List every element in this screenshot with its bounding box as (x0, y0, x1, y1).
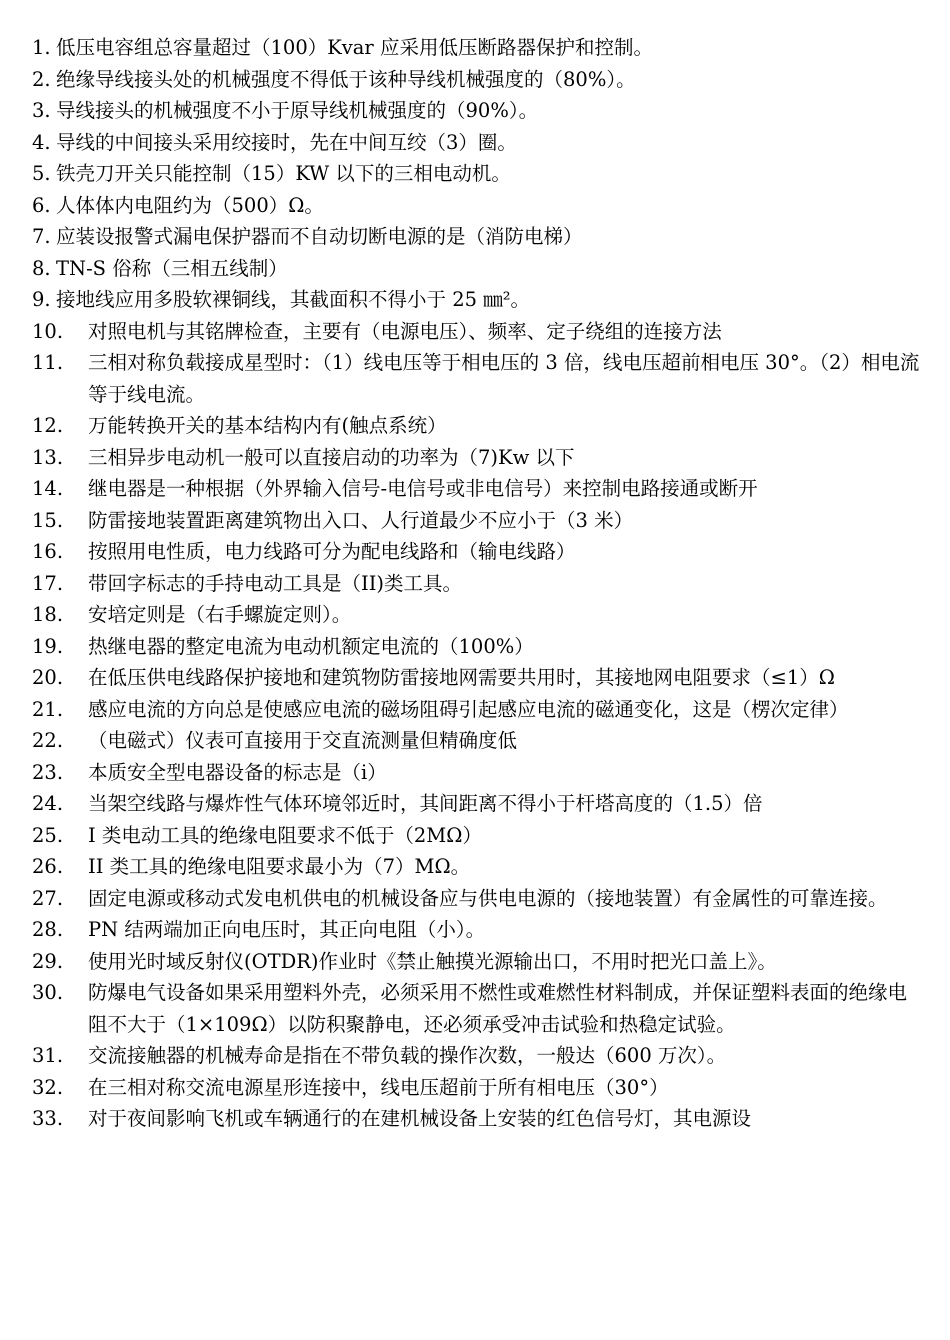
item-text: 按照用电性质，电力线路可分为配电线路和（输电线路） (88, 540, 576, 563)
item-number: 25. (32, 823, 64, 847)
item-text: 安培定则是（右手螺旋定则）。 (88, 603, 352, 626)
list-item (32, 316, 926, 348)
list-item (32, 631, 926, 663)
list-item (32, 725, 926, 757)
list-item (32, 599, 926, 631)
item-number: 16. (32, 540, 64, 563)
list-item (32, 851, 926, 883)
item-text: 三相对称负载接成星型时：（1）线电压等于相电压的 3 倍，线电压超前相电压 30°。（2）相电流等于线电流。 (88, 351, 920, 406)
item-number: 21. (32, 697, 64, 721)
item-number: 24. (32, 792, 64, 815)
item-number: 1. (32, 36, 51, 59)
item-text: TN-S 俗称（三相五线制） (56, 256, 288, 280)
item-text: 铁壳刀开关只能控制（15）KW 以下的三相电动机。 (56, 162, 511, 185)
item-text: 防爆电气设备如果采用塑料外壳，必须采用不燃性或难燃性材料制成，并保证塑料表面的绝缘电阻不大于（1×109Ω）以防积聚静电，还必须承受冲击试验和热稳定试验。 (88, 981, 908, 1036)
item-number: 33. (32, 1107, 64, 1130)
list-item (32, 568, 926, 600)
item-text: 万能转换开关的基本结构内有(触点系统） (88, 414, 447, 437)
item-text: 绝缘导线接头处的机械强度不得低于该种导线机械强度的（80%）。 (56, 67, 636, 91)
item-number: 11. (32, 351, 64, 374)
item-number: 2. (32, 67, 51, 91)
item-text: 三相异步电动机一般可以直接启动的功率为（7)Kw 以下 (88, 445, 575, 469)
item-number: 14. (32, 477, 64, 500)
list-item (32, 662, 926, 694)
item-text: 在三相对称交流电源星形连接中，线电压超前于所有相电压（30°） (88, 1075, 669, 1099)
item-number: 7. (32, 225, 51, 248)
list-item (32, 757, 926, 789)
item-number: 19. (32, 634, 64, 658)
item-number: 4. (32, 130, 51, 154)
item-text: 接地线应用多股软裸铜线，其截面积不得小于 25 ㎜²。 (56, 288, 531, 311)
list-item (32, 284, 926, 316)
list-item (32, 694, 926, 726)
item-text: 感应电流的方向总是使感应电流的磁场阻碍引起感应电流的磁通变化，这是（楞次定律） (88, 697, 849, 721)
item-text: （电磁式）仪表可直接用于交直流测量但精确度低 (88, 729, 518, 752)
list-item (32, 1103, 926, 1135)
item-number: 9. (32, 288, 51, 311)
list-item (32, 1072, 926, 1104)
list-item (32, 347, 926, 410)
item-number: 31. (32, 1044, 64, 1067)
list-item (32, 505, 926, 537)
item-number: 26. (32, 855, 64, 878)
item-text: 使用光时域反射仪(OTDR)作业时《禁止触摸光源输出口，不用时把光口盖上》。 (88, 949, 777, 973)
item-text: 人体体内电阻约为（500）Ω。 (56, 193, 324, 217)
list-item (32, 410, 926, 442)
item-number: 17. (32, 571, 64, 595)
list-item (32, 64, 926, 96)
item-number: 3. (32, 99, 51, 122)
list-item (32, 473, 926, 505)
list-item (32, 536, 926, 568)
item-text: 交流接触器的机械寿命是指在不带负载的操作次数，一般达（600 万次）。 (88, 1044, 727, 1067)
list-item (32, 1040, 926, 1072)
list-item (32, 883, 926, 915)
item-number: 32. (32, 1075, 64, 1099)
item-number: 23. (32, 760, 64, 784)
item-number: 8. (32, 256, 51, 280)
item-text: 对于夜间影响飞机或车辆通行的在建机械设备上安装的红色信号灯，其电源设 (88, 1107, 752, 1130)
item-text: PN 结两端加正向电压时，其正向电阻（小）。 (88, 918, 486, 941)
item-number: 6. (32, 193, 51, 217)
item-text: II 类工具的绝缘电阻要求最小为（7）MΩ。 (88, 855, 471, 878)
item-text: 带回字标志的手持电动工具是（II)类工具。 (88, 571, 463, 595)
item-text: 固定电源或移动式发电机供电的机械设备应与供电电源的（接地装置）有金属性的可靠连接。 (88, 886, 888, 910)
item-text: 导线的中间接头采用绞接时，先在中间互绞（3）圈。 (56, 130, 517, 154)
list-item (32, 820, 926, 852)
item-number: 30. (32, 981, 64, 1004)
list-item (32, 221, 926, 253)
item-text: 应装设报警式漏电保护器而不自动切断电源的是（消防电梯） (56, 225, 583, 248)
list-item (32, 946, 926, 978)
item-number: 28. (32, 918, 64, 941)
list-item (32, 190, 926, 222)
item-number: 10. (32, 319, 64, 343)
list-item (32, 127, 926, 159)
item-number: 13. (32, 445, 64, 469)
list-item (32, 788, 926, 820)
item-text: 继电器是一种根据（外界输入信号-电信号或非电信号）来控制电路接通或断开 (88, 477, 758, 500)
item-text: 导线接头的机械强度不小于原导线机械强度的（90%）。 (56, 99, 539, 122)
item-number: 12. (32, 414, 64, 437)
question-list (32, 32, 926, 1135)
item-text: 低压电容组总容量超过（100）Kvar 应采用低压断路器保护和控制。 (56, 36, 653, 59)
list-item (32, 253, 926, 285)
item-number: 18. (32, 603, 64, 626)
item-number: 20. (32, 666, 64, 689)
item-text: 防雷接地装置距离建筑物出入口、人行道最少不应小于（3 米） (88, 508, 634, 532)
list-item (32, 95, 926, 127)
list-item (32, 442, 926, 474)
list-item (32, 977, 926, 1040)
item-number: 27. (32, 886, 64, 910)
list-item (32, 32, 926, 64)
item-text: 当架空线路与爆炸性气体环境邻近时，其间距离不得小于杆塔高度的（1.5）倍 (88, 792, 763, 815)
item-number: 29. (32, 949, 64, 973)
item-text: 在低压供电线路保护接地和建筑物防雷接地网需要共用时，其接地网电阻要求（≤1）Ω (88, 666, 835, 689)
item-text: 对照电机与其铭牌检查，主要有（电源电压）、频率、定子绕组的连接方法 (88, 319, 722, 343)
item-text: 本质安全型电器设备的标志是（i） (88, 760, 387, 784)
item-number: 22. (32, 729, 64, 752)
list-item (32, 158, 926, 190)
list-item (32, 914, 926, 946)
item-text: I 类电动工具的绝缘电阻要求不低于（2MΩ） (88, 823, 482, 847)
item-text: 热继电器的整定电流为电动机额定电流的（100%） (88, 634, 534, 658)
item-number: 5. (32, 162, 51, 185)
item-number: 15. (32, 508, 64, 532)
